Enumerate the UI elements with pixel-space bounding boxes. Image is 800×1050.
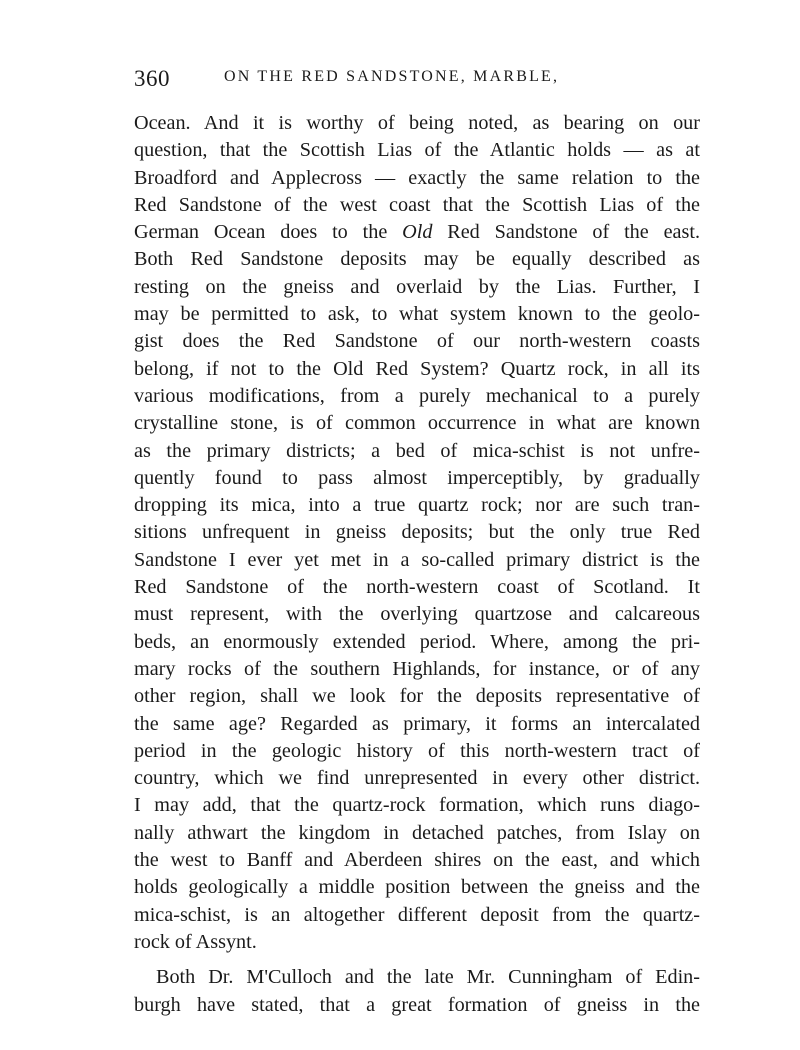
text-line: quently found to pass almost imperceptibly, by gradually [134,466,700,489]
text-line: may be permitted to ask, to what system known to the geolo- [134,303,700,326]
text-line: Sandstone I ever yet met in a so-called primary district is the [134,548,700,571]
text-line: other region, shall we look for the deposits representative of [134,685,700,708]
text-line: German Ocean does to the Old Red Sandstone of the east. [134,221,700,244]
emphasis: Old [402,221,433,244]
text-line: I may add, that the quartz-rock formation, which runs diago- [134,794,700,817]
text-line: sitions unfrequent in gneiss deposits; but the only true Red [134,521,700,544]
text-line: various modifications, from a purely mechanical to a purely [134,384,700,407]
text-line: dropping its mica, into a true quartz rock; nor are such tran- [134,494,700,517]
text-line: gist does the Red Sandstone of our north-western coasts [134,330,700,353]
text-line: nally athwart the kingdom in detached patches, from Islay on [134,821,700,844]
text-line: Both Red Sandstone deposits may be equally described as [134,248,700,271]
text-line: the west to Banff and Aberdeen shires on the east, and which [134,849,700,872]
text-line: Broadford and Applecross — exactly the same relation to the [134,166,700,189]
text-line: must represent, with the overlying quartzose and calcareous [134,603,700,626]
text-line: mica-schist, is an altogether different deposit from the quartz- [134,903,700,926]
text-line: Red Sandstone of the west coast that the Scottish Lias of the [134,193,700,216]
text-line: the same age? Regarded as primary, it forms an intercalated [134,712,700,735]
text-line: country, which we find unrepresented in every other district. [134,767,700,790]
text-line: resting on the gneiss and overlaid by the Lias. Further, I [134,275,700,298]
text-line: mary rocks of the southern Highlands, for instance, or of any [134,657,700,680]
text-line: rock of Assynt. [134,930,257,953]
text-line: Both Dr. M'Culloch and the late Mr. Cunningham of Edin- [156,966,700,989]
text-line: crystalline stone, is of common occurrence in what are known [134,412,700,435]
body-text [134,110,700,1019]
text-line: belong, if not to the Old Red System? Quartz rock, in all its [134,357,700,380]
running-head: ON THE RED SANDSTONE, MARBLE, [224,68,560,85]
text-line: holds geologically a middle position between the gneiss and the [134,876,700,899]
paragraph [134,964,700,1019]
text-line: Red Sandstone of the north-western coast of Scotland. It [134,576,700,599]
text-line: as the primary districts; a bed of mica-schist is not unfre- [134,439,700,462]
text-line: beds, an enormously extended period. Where, among the pri- [134,630,700,653]
paragraph-gap [134,956,700,964]
page-number: 360 [134,66,170,91]
page-header [134,62,700,98]
text-line: burgh have stated, that a great formation of gneiss in the [134,993,700,1016]
text-line: Ocean. And it is worthy of being noted, as bearing on our [134,112,700,134]
paragraph [134,110,700,956]
text-line: period in the geologic history of this north-western tract of [134,739,700,762]
text-line: question, that the Scottish Lias of the Atlantic holds — as at [134,139,700,162]
